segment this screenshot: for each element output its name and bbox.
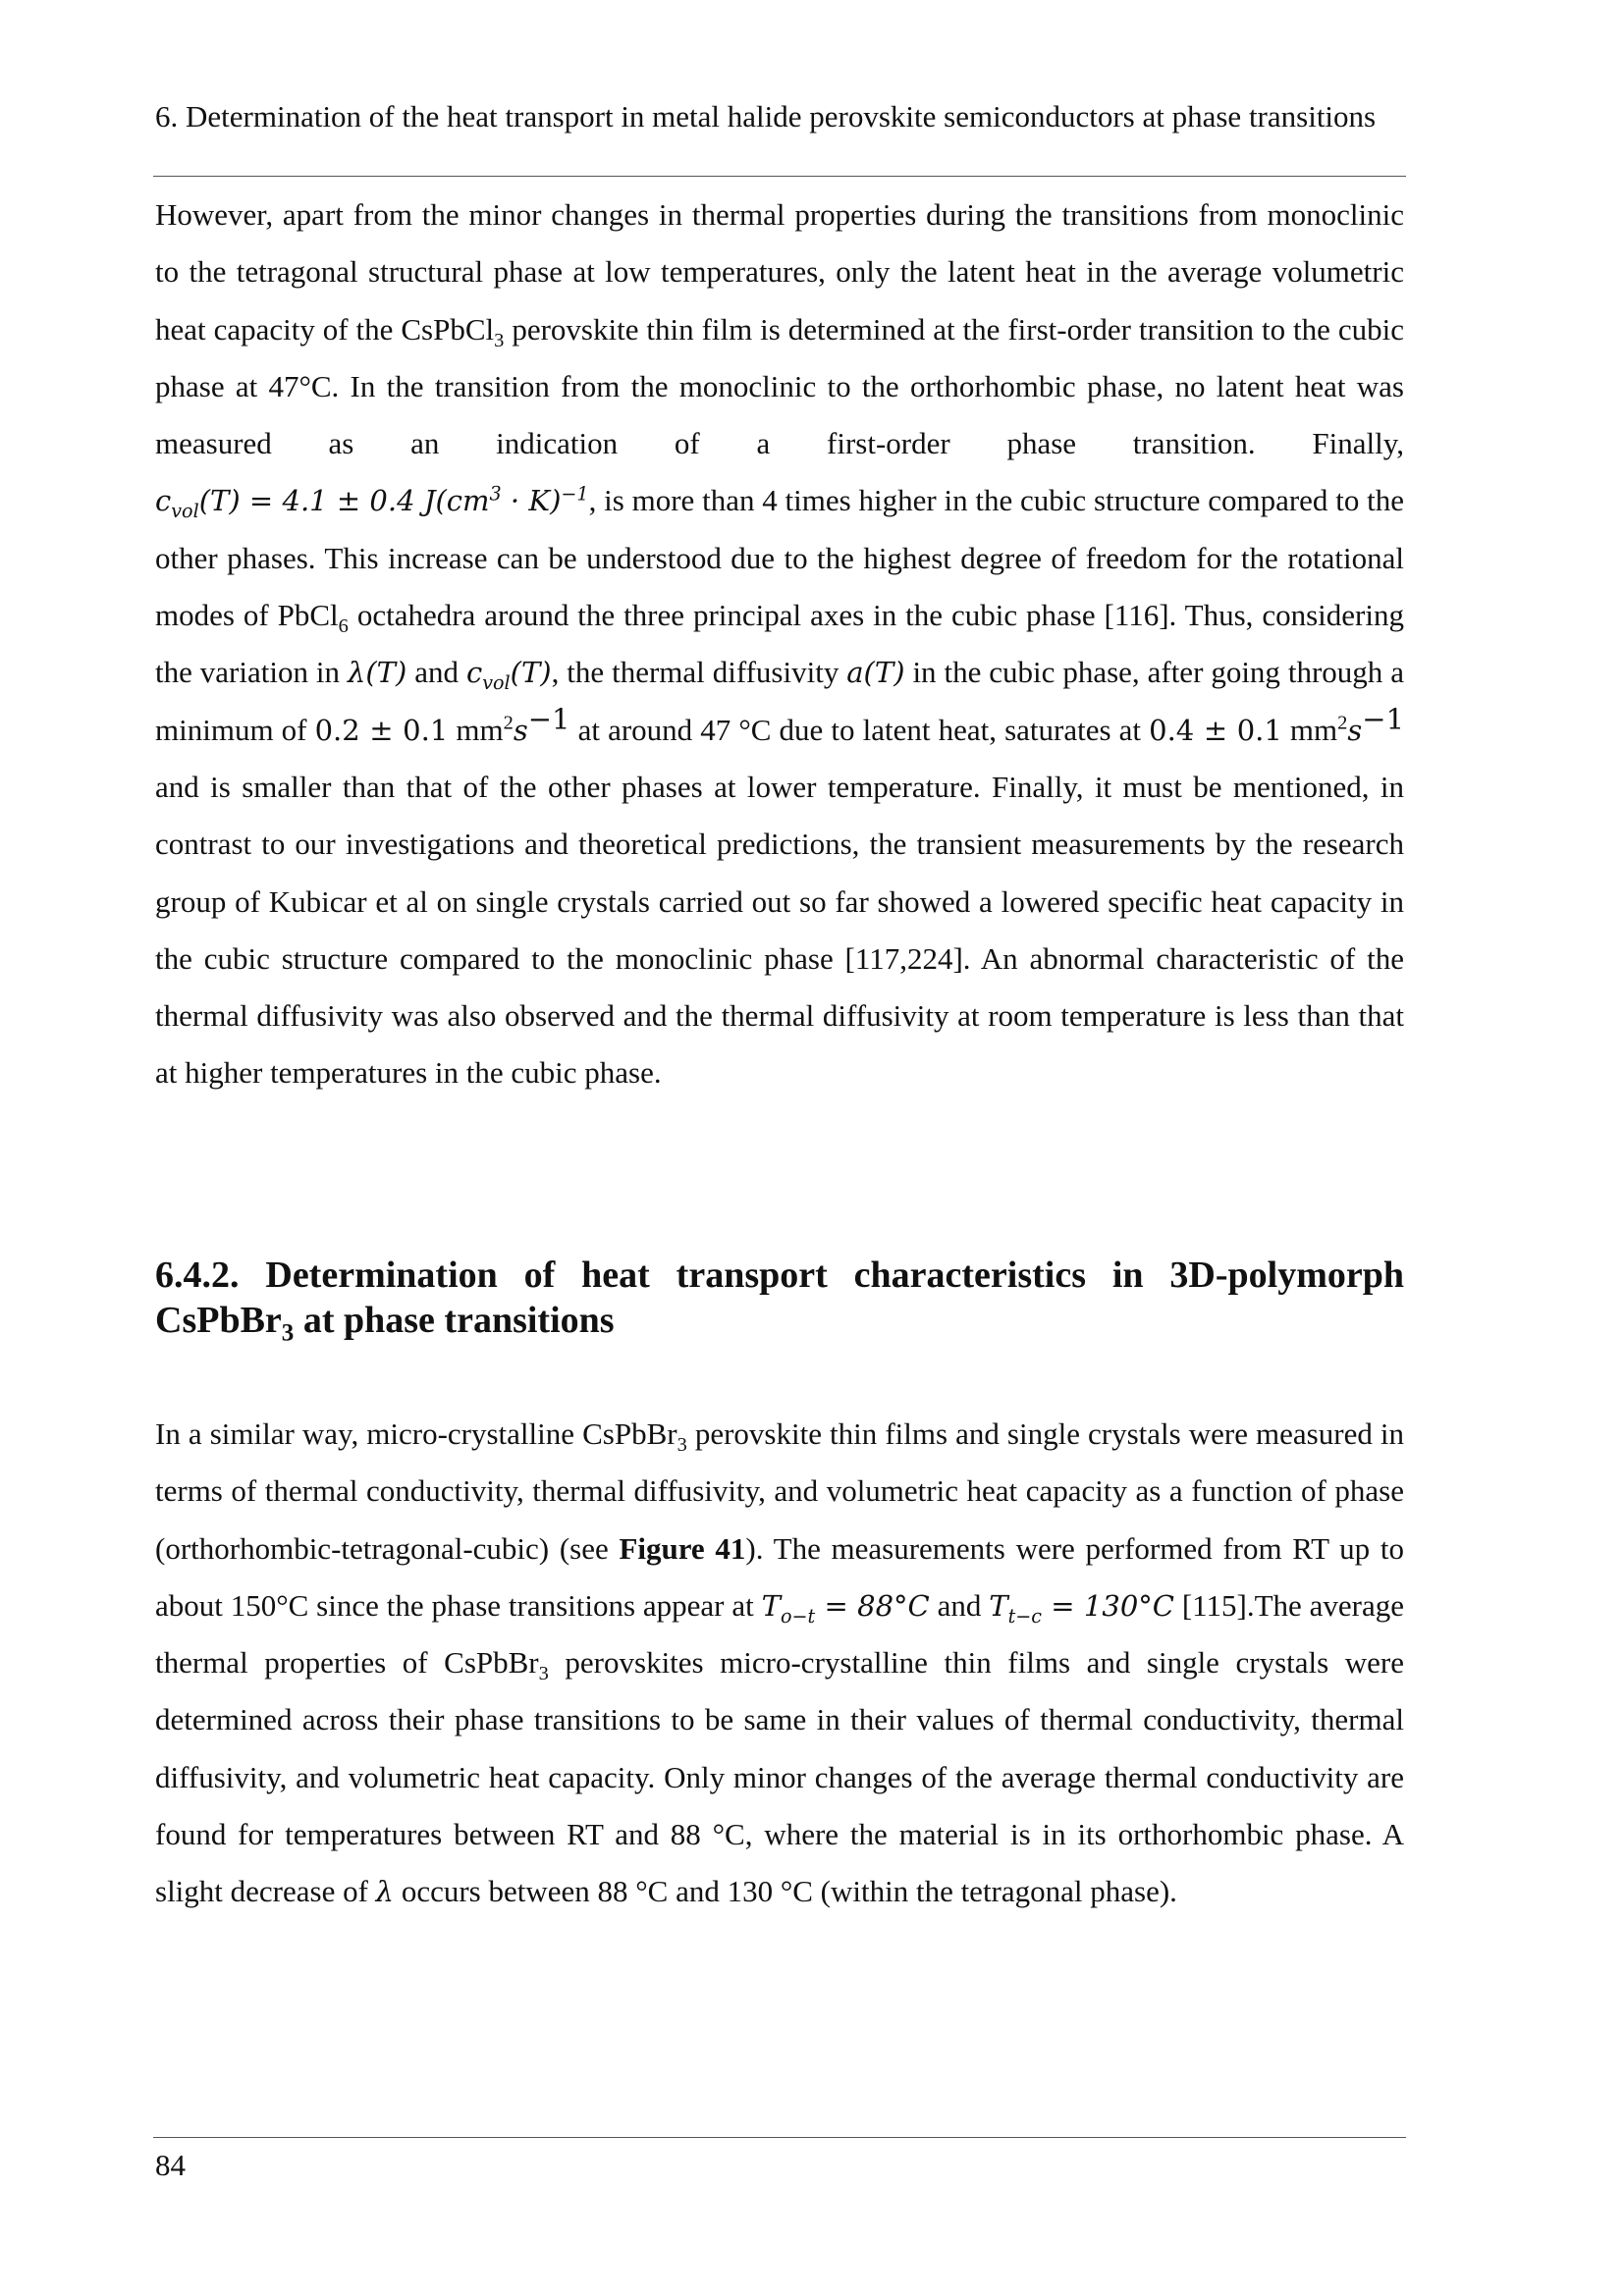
math-diffusivity: a(T) [846, 656, 905, 690]
math-cvol-formula [155, 482, 589, 523]
body-paragraph-2 [155, 1406, 1404, 1921]
figure-reference: Figure 41 [619, 1530, 746, 1566]
text-run: octahedra around the three principal axes in the cubic phase [116]. Thus, considering the variation in [155, 598, 1404, 690]
superscript: 2 [503, 712, 514, 734]
math-symbol: s [513, 713, 528, 747]
text-run: perovskite thin film is determined at the first-order transition to the cubic phase at 47°C. In the transition from the monoclinic to the orthorhombic phase, no latent heat was measured as an indication of a first-order phase transition. Finally, [155, 311, 1404, 461]
running-header: 6. Determination of the heat transport in metal halide perovskite semiconductors at phase transitions [155, 99, 1377, 133]
math-symbol: J(cm [423, 484, 490, 518]
subscript: 6 [338, 615, 349, 638]
math-number: 0.2 ± 0.1 [314, 713, 449, 747]
footer-rule [153, 2137, 1406, 2138]
math-superscript: 3 [489, 482, 502, 506]
heading-text: at phase transitions [294, 1300, 615, 1341]
text-run: [115].The average thermal properties of CsPbBr [155, 1587, 1405, 1681]
math-lambda: λ [375, 1875, 395, 1909]
math-subscript: o−t [780, 1604, 816, 1628]
page-number: 84 [155, 2148, 186, 2182]
text-run: In a similar way, micro-crystalline CsPbBr [155, 1416, 677, 1451]
subscript: 3 [677, 1434, 687, 1457]
text-run: mm [448, 712, 504, 747]
text-run: occurs between 88 °C and 130 °C (within the tetragonal phase). [394, 1874, 1177, 1909]
superscript: 2 [1337, 712, 1348, 734]
text-run: However, apart from the minor changes in thermal properties during the transitions from monoclinic to the tetragonal structural phase at low temperatures, only the latent heat in the average volumetric heat capacity of the CsPbCl [155, 197, 1404, 347]
math-subscript: t−c [1007, 1604, 1042, 1628]
math-transition-ot [761, 1588, 930, 1628]
text-run: in the cubic phase, after going through a minimum of [155, 655, 1404, 747]
math-superscript: −1 [1362, 702, 1405, 736]
math-value: = 130°C [1041, 1588, 1174, 1623]
text-run: ). The measurements were performed from RT up to about 150°C since the phase transitions appear at [155, 1530, 1405, 1623]
text-run: , the thermal diffusivity [551, 655, 847, 690]
subscript: 3 [538, 1663, 549, 1685]
text-run: and [406, 655, 466, 690]
math-transition-tc [989, 1588, 1174, 1628]
section-heading [155, 1253, 1404, 1347]
math-subscript: vol [482, 671, 511, 695]
text-run: at around 47 °C due to latent heat, saturates at [569, 712, 1150, 747]
subscript: 3 [494, 329, 505, 351]
math-lambda: λ(T) [347, 656, 407, 690]
math-cvol [465, 656, 552, 695]
heading-text: 6.4.2. Determination of heat transport characteristics in 3D-polymorph CsPbBr [155, 1255, 1404, 1341]
text-run: perovskites micro-crystalline thin films and single crystals were determined across their phase transitions to be same in their values of thermal conductivity, thermal diffusivity, and volumetric heat capacity. Only minor changes of the average thermal conductivity are found for temperatures between RT and 88 °C, where the material is in its orthorhombic phase. A slight decrease of [155, 1645, 1404, 1909]
math-symbol: (T) [510, 656, 552, 690]
math-symbol: · K) [501, 484, 562, 518]
math-superscript: −1 [561, 482, 589, 506]
text-run: and is smaller than that of the other phases at lower temperature. Finally, it must be mentioned, in contrast to our investigations and theoretical predictions, the transient measurements by the research group of Kubicar et al on single crystals carried out so far showed a lowered specific heat capacity in the cubic structure compared to the monoclinic phase [117,224]. An abnormal characteristic of the thermal diffusivity was also observed and the thermal diffusivity at room temperature is less than that at higher temperatures in the cubic phase. [155, 769, 1404, 1091]
header-rule [153, 176, 1406, 177]
math-superscript: −1 [527, 702, 570, 736]
math-symbol: (T) [198, 484, 241, 518]
math-symbol: T [761, 1588, 781, 1623]
math-symbol: s [1347, 713, 1363, 747]
text-run: mm [1281, 712, 1338, 747]
math-symbol: T [989, 1588, 1008, 1623]
math-number: 0.4 ± 0.1 [1149, 713, 1282, 747]
math-symbol: c [155, 484, 172, 518]
math-subscript: vol [171, 500, 199, 523]
heading-subscript: 3 [281, 1319, 295, 1347]
math-symbol: c [465, 656, 483, 690]
math-value: = 88°C [815, 1588, 930, 1623]
text-run: perovskite thin films and single crystals were measured in terms of thermal conductivity, thermal diffusivity, and volumetric heat capacity as a function of phase (orthorhombic-tetragonal-cubic) (see [155, 1416, 1404, 1566]
text-run: and [929, 1587, 990, 1623]
math-number: = 4.1 ± 0.4 [240, 484, 424, 518]
body-paragraph-1 [155, 187, 1404, 1102]
text-run: , is more than 4 times higher in the cubic structure compared to the other phases. This increase can be understood due to the highest degree of freedom for the rotational modes of PbCl [155, 483, 1404, 633]
